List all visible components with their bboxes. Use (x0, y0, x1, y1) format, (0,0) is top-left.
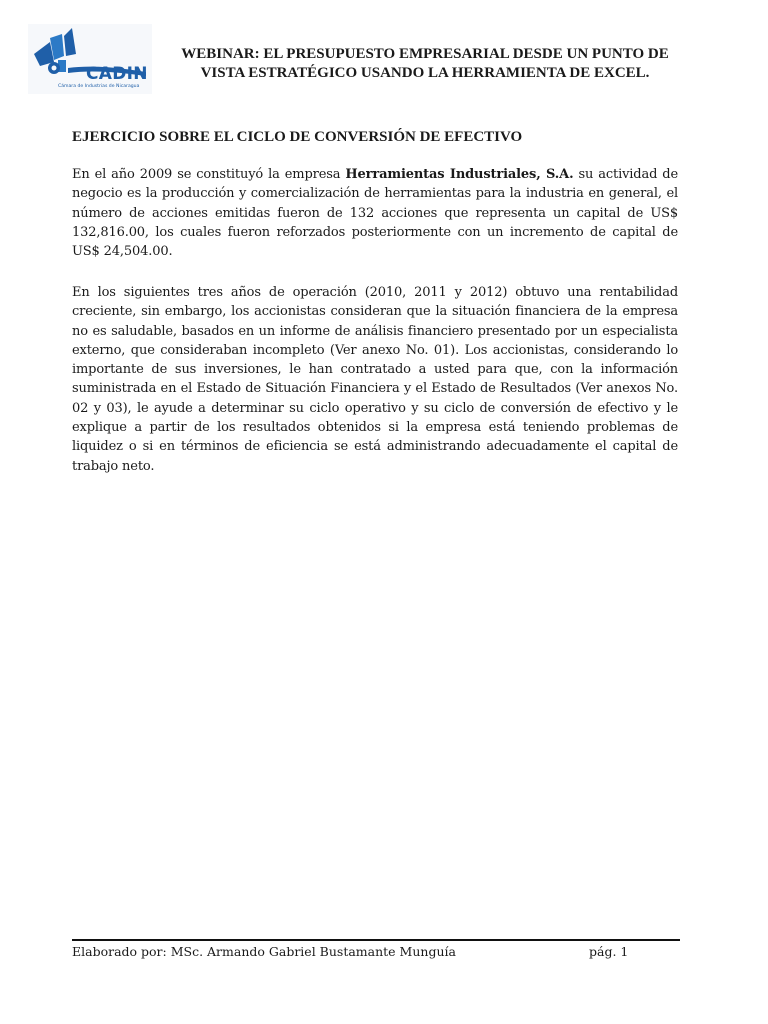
paragraph-1 (72, 165, 678, 261)
footer-divider (72, 939, 680, 941)
company-name: Herramientas Industriales, S.A. (345, 167, 574, 182)
footer-author: Elaborado por: MSc. Armando Gabriel Bustamante Munguía (72, 944, 456, 959)
document-header-title: WEBINAR: EL PRESUPUESTO EMPRESARIAL DESDE UN PUNTO DE VISTA ESTRATÉGICO USANDO LA HERRAMIENTA DE EXCEL. (181, 46, 669, 81)
section-title: EJERCICIO SOBRE EL CICLO DE CONVERSIÓN DE EFECTIVO (72, 129, 523, 145)
page-number: pág. 1 (589, 944, 629, 959)
paragraph-1-rest: su actividad de negocio es la producción y comercialización de herramientas para la industria en general, el número de acciones emitidas fueron de 132 acciones que representa un capital de US$ 132,816.00, los cuales fueron reforzados posteriormente con un incremento de capital de US$ 24,504.00. (72, 167, 678, 260)
cadin-logo (28, 24, 152, 94)
paragraph-1-intro: En el año 2009 se constituyó la empresa (72, 167, 346, 182)
logo-name: CADIN (86, 64, 148, 84)
paragraph-2: En los siguientes tres años de operación (2010, 2011 y 2012) obtuvo una rentabilidad creciente, sin embargo, los accionistas consideran que la situación financiera de la empresa no es saludable, basados en un informe de análisis financiero presentado por un especialista externo, que consideraban incompleto (Ver anexo No. 01). Los accionistas, considerando lo importante de sus inversiones, le han contratado a usted para que, con la información suministrada en el Estado de Situación Financiera y el Estado de Resultados (Ver anexos No. 02 y 03), le ayude a determinar su ciclo operativo y su ciclo de conversión de efectivo y le explique a partir de los resultados obtenidos si la empresa está teniendo problemas de liquidez o si en términos de eficiencia se está administrando adecuadamente el capital de trabajo neto. (72, 285, 678, 474)
logo-subtitle: Cámara de Industrias de Nicaragua (58, 84, 140, 89)
